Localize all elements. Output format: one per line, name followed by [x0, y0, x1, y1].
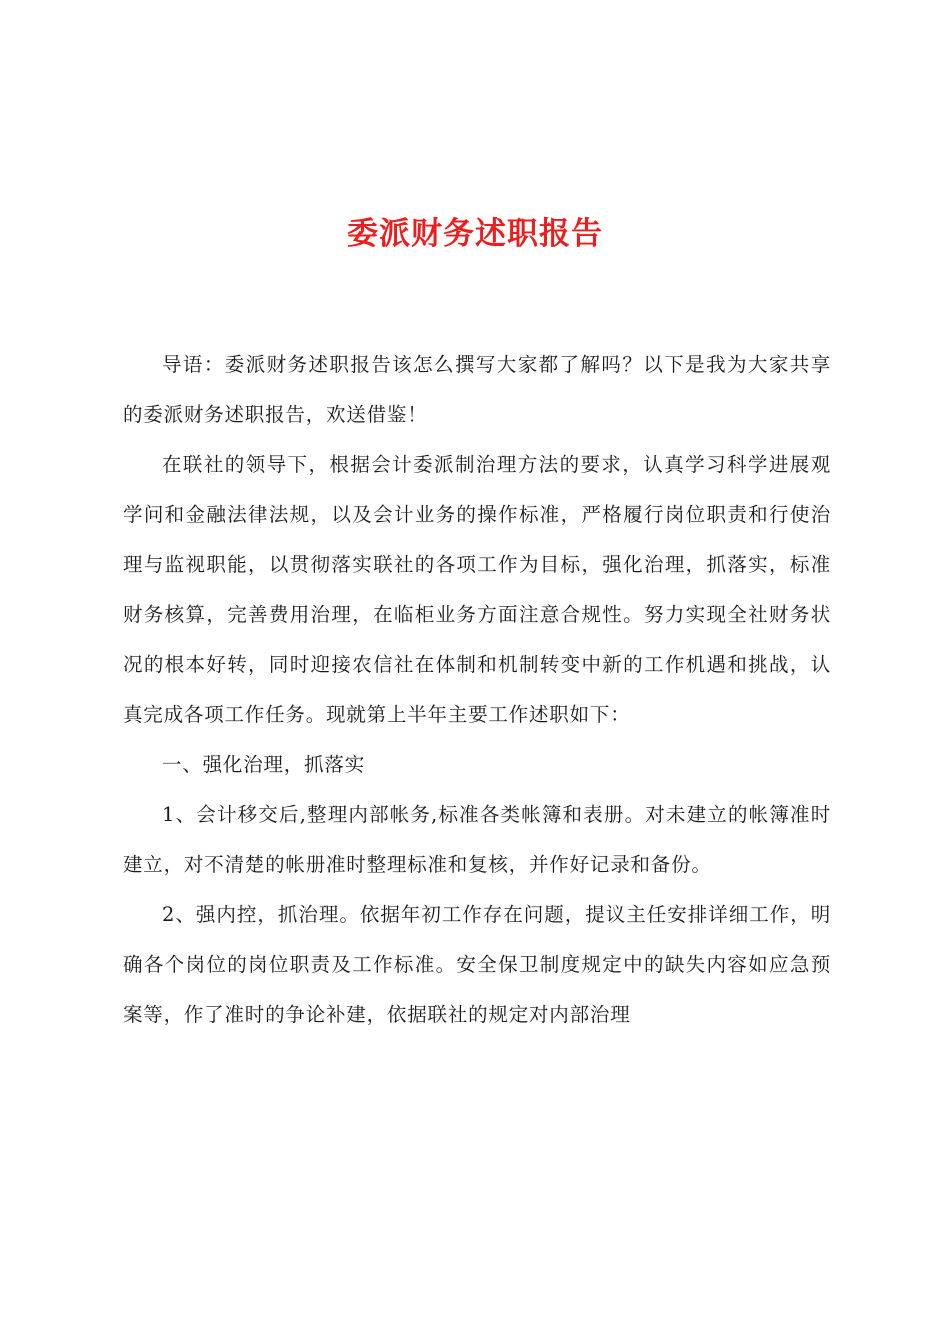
paragraph-item-1: 1、会计移交后,整理内部帐务,标准各类帐簿和表册。对未建立的帐簿准时建立，对不清楚的帐册准时整理标准和复核，并作好记录和备份。 [123, 803, 831, 876]
section-heading: 一、强化治理，抓落实 [162, 753, 366, 776]
document-title: 委派财务述职报告 [347, 216, 603, 252]
paragraph-intro: 导语：委派财务述职报告该怎么撰写大家都了解吗？以下是我为大家共享的委派财务述职报告，欢送借鉴！ [123, 353, 831, 426]
paragraph-overview: 在联社的领导下，根据会计委派制治理方法的要求，认真学习科学进展观学问和金融法律法规，以及会计业务的操作标准，严格履行岗位职责和行使治理与监视职能，以贯彻落实联社的各项工作为目标，强化治理，抓落实，标准财务核算，完善费用治理，在临柜业务方面注意合规性。努力实现全社财务状况的根本好转，同时迎接农信社在体制和机制转变中新的工作机遇和挑战，认真完成各项工作任务。现就第上半年主要工作述职如下： [123, 453, 831, 726]
paragraph-item-2: 2、强内控，抓治理。依据年初工作存在问题，提议主任安排详细工作，明确各个岗位的岗位职责及工作标准。安全保卫制度规定中的缺失内容如应急预案等，作了准时的争论补建，依据联社的规定对内部治理 [123, 903, 831, 1026]
document-body [123, 340, 831, 1040]
